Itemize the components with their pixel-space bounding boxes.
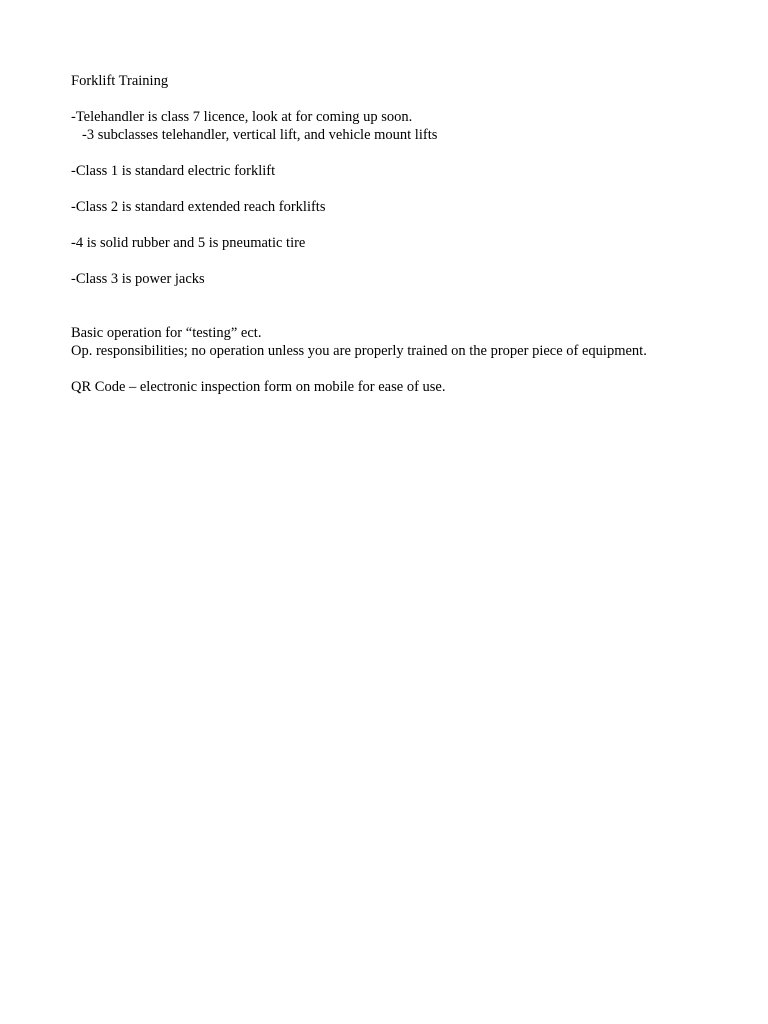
note-qr-code: QR Code – electronic inspection form on mobile for ease of use. [71, 379, 446, 395]
note-basic-operation: Basic operation for “testing” ect. [71, 325, 262, 341]
note-telehandler: -Telehandler is class 7 licence, look at for coming up soon. [71, 109, 413, 125]
note-op-responsibilities: Op. responsibilities; no operation unless you are properly trained on the proper piece of equipment. [71, 343, 647, 359]
document-body [71, 72, 731, 396]
document-title: Forklift Training [71, 73, 169, 89]
note-class-1: -Class 1 is standard electric forklift [71, 163, 276, 179]
note-class-3: -Class 3 is power jacks [71, 271, 205, 287]
note-class-4-5: -4 is solid rubber and 5 is pneumatic tire [71, 235, 306, 251]
note-telehandler-subclasses: -3 subclasses telehandler, vertical lift, and vehicle mount lifts [82, 127, 438, 143]
note-class-2: -Class 2 is standard extended reach forklifts [71, 199, 326, 215]
